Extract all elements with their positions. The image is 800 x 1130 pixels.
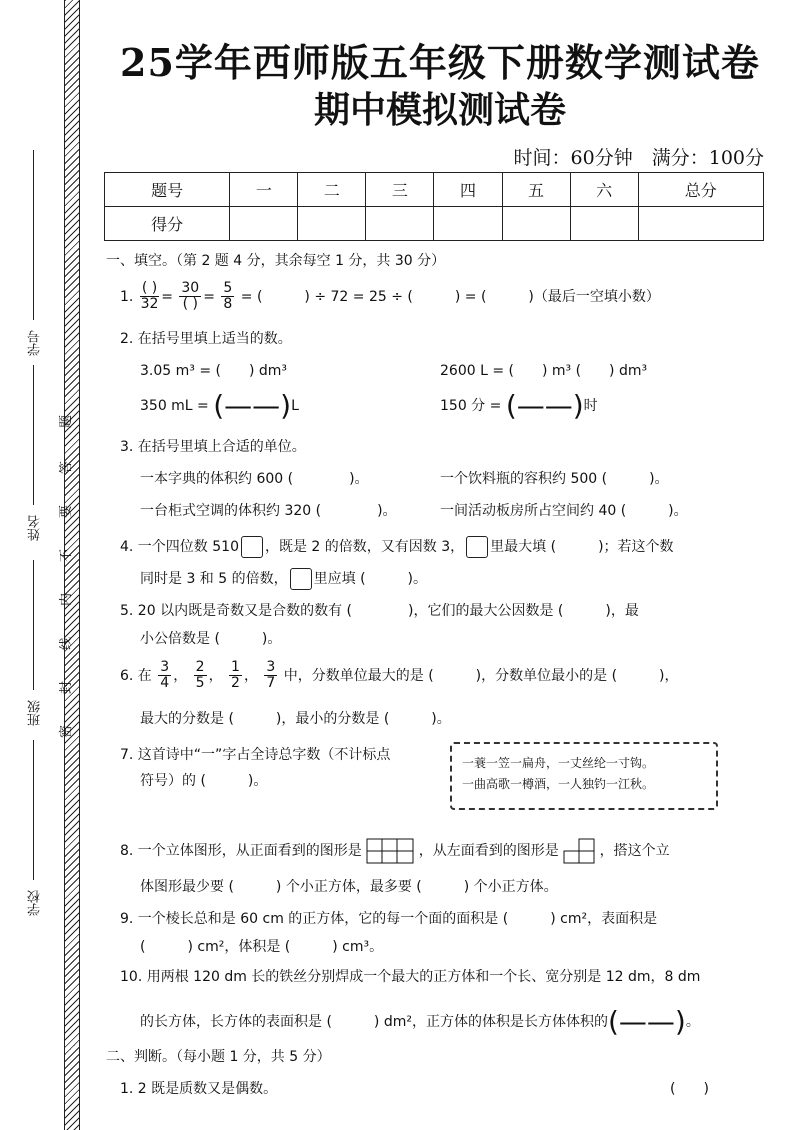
fraction-blank[interactable]: (——) <box>213 389 292 422</box>
q2-item-d-unit: 时 <box>583 398 598 414</box>
question-10: 10. 用两根 120 dm 长的铁丝分别焊成一个最大的正方体和一个长、宽分别是 12 dm，8 dm <box>120 969 701 985</box>
q2-item-c-unit: L <box>291 398 299 414</box>
question-6-line2: 最大的分数是 ( )，最小的分数是 ( )。 <box>140 711 451 727</box>
score-table-header-row <box>105 173 764 207</box>
fraction-numerator: 3 <box>266 659 276 675</box>
fraction-numerator: 1 <box>231 659 240 675</box>
score-input-cell[interactable] <box>230 207 298 241</box>
front-view-figure <box>366 838 414 864</box>
section-2-heading: 二、判断。（每小题 1 分，共 5 分） <box>106 1049 331 1065</box>
fraction <box>229 660 242 692</box>
fraction-blank[interactable]: (——) <box>505 389 584 422</box>
q4-text: 里应填 ( )。 <box>313 571 427 587</box>
exam-subtitle: 期中模拟测试卷 <box>313 89 566 131</box>
seal-char: 密 <box>59 724 75 739</box>
q4-text: 同时是 3 和 5 的倍数， <box>140 571 288 587</box>
fraction-numerator: 30 <box>181 280 200 296</box>
q8-text: ，从左面看到的图形是 <box>418 843 559 859</box>
question-8-line2: 体图形最少要 ( ) 个小正方体，最多要 ( ) 个小正方体。 <box>140 879 558 895</box>
digit-box[interactable] <box>290 568 312 590</box>
class-line <box>33 560 34 690</box>
score-input-cell[interactable] <box>298 207 366 241</box>
question-7-line2: 符号）的 ( )。 <box>140 773 268 789</box>
q4-text: 4. 一个四位数 510 <box>120 539 239 555</box>
q6-text: 6. 在 <box>120 667 152 684</box>
q2-item-c-text: 350 mL = <box>140 398 214 414</box>
fraction-numerator: 5 <box>223 280 233 296</box>
q1-rest: = ( ) ÷ 72 = 25 ÷ ( ) = ( )（最后一空填小数） <box>240 288 660 305</box>
question-9: 9. 一个棱长总和是 60 cm 的正方体，它的每一个面的面积是 ( ) cm²，表面积是 <box>120 911 658 927</box>
name-line <box>33 365 34 505</box>
score-table <box>104 172 764 241</box>
student-id-label: 学号 <box>28 330 43 356</box>
fraction <box>140 281 159 313</box>
score-header-cell: 五 <box>502 173 570 207</box>
name-line <box>33 150 34 320</box>
time-score-info: 时间：60分钟 满分：100分 <box>513 147 764 169</box>
q3-item-c: 一台柜式空调的体积约 320 ( )。 <box>140 503 397 519</box>
question-4-line2 <box>140 568 427 590</box>
seal-char: 内 <box>59 592 75 607</box>
left-view-figure <box>563 838 595 864</box>
question-1: 1. $\frac{( )}{32}$ = $\frac{30}{( )}$ = $\frac{5}{8}$ = ( ) ÷ 72 = 25 ÷ ( ) = ( )（最后一空填小数） <box>120 280 660 313</box>
seal-char: 答 <box>59 460 75 475</box>
score-header-cell: 题号 <box>105 173 230 207</box>
seal-char: 要 <box>59 504 75 519</box>
q3-item-a: 一本字典的体积约 600 ( )。 <box>140 471 369 487</box>
fraction <box>264 660 277 692</box>
fraction-denominator: 2 <box>231 675 240 692</box>
fraction <box>158 660 171 692</box>
q6-text: 中，分数单位最大的是 ( )，分数单位最小的是 ( )， <box>283 667 679 684</box>
fraction <box>221 281 234 313</box>
fraction-blank[interactable]: (——) <box>607 1005 686 1038</box>
fraction-denominator: 4 <box>160 675 170 692</box>
question-2-stem: 2. 在括号里填上适当的数。 <box>120 331 292 347</box>
question-10-line2: 的长方体，长方体的表面积是 ( ) dm²，正方体的体积是长方体体积的(——)。 <box>140 1005 700 1038</box>
fraction-denominator: 5 <box>195 675 205 692</box>
q2-item-d <box>440 389 598 422</box>
score-header-cell: 一 <box>230 173 298 207</box>
binding-hatch <box>64 0 80 1130</box>
class-label: 班级 <box>28 700 43 726</box>
poem-box <box>450 742 718 810</box>
question-6: 6. 在 $\frac{3}{4}$ ， $\frac{2}{5}$ ， $\frac{1}{2}$ ， $\frac{3}{7}$ 中，分数单位最大的是 ( )，分数单位最小的是 ( )， <box>120 659 679 692</box>
section-1-heading: 一、填空。（第 2 题 4 分，其余每空 1 分，共 30 分） <box>106 253 446 269</box>
question-9-line2: ( ) cm²，体积是 ( ) cm³。 <box>140 939 384 955</box>
school-line <box>33 740 34 880</box>
q3-item-b: 一个饮料瓶的容积约 500 ( )。 <box>440 471 669 487</box>
score-input-cell[interactable] <box>638 207 763 241</box>
binding-margin <box>0 0 96 1130</box>
question-5: 5. 20 以内既是奇数又是合数的数有 ( )，它们的最大公因数是 ( )，最 <box>120 603 639 619</box>
score-header-cell: 二 <box>298 173 366 207</box>
question-4 <box>120 536 674 558</box>
question-7: 7. 这首诗中“一”字占全诗总字数（不计标点 <box>120 747 391 763</box>
fraction-numerator: 2 <box>195 659 205 675</box>
question-8 <box>120 838 670 864</box>
seal-char: 线 <box>59 636 75 651</box>
q1-number: 1. <box>120 288 134 305</box>
q2-item-c <box>140 389 299 422</box>
q3-item-d: 一间活动板房所占空间约 40 ( )。 <box>440 503 688 519</box>
fraction-denominator: 8 <box>223 296 233 313</box>
fraction-numerator: ( ) <box>141 280 158 296</box>
q8-text: ，搭这个立 <box>599 843 670 859</box>
exam-title: 25学年西师版五年级下册数学测试卷 <box>120 40 760 85</box>
score-header-cell: 六 <box>570 173 638 207</box>
digit-box[interactable] <box>466 536 488 558</box>
score-header-cell: 总分 <box>638 173 763 207</box>
score-header-cell: 四 <box>434 173 502 207</box>
fraction-numerator: 3 <box>160 659 170 675</box>
score-input-cell[interactable] <box>502 207 570 241</box>
fraction-denominator: ( ) <box>182 296 198 313</box>
seal-char: 题 <box>59 414 75 429</box>
score-input-cell[interactable] <box>570 207 638 241</box>
poem-line: 一蓑一笠一扁舟，一丈丝纶一寸钩。 <box>462 756 655 770</box>
seal-char: 封 <box>59 680 75 695</box>
judge-answer-paren[interactable]: ( ) <box>670 1081 709 1097</box>
q4-text: 里最大填 ( )；若这个数 <box>490 539 674 555</box>
question-5-line2: 小公倍数是 ( )。 <box>140 631 282 647</box>
fraction <box>179 281 201 313</box>
score-row-label: 得分 <box>105 207 230 241</box>
q10-text: 的长方体，长方体的表面积是 ( ) dm²，正方体的体积是长方体体积的 <box>140 1014 608 1030</box>
score-table-score-row <box>105 207 764 241</box>
score-input-cell[interactable] <box>366 207 434 241</box>
school-label: 学校 <box>28 890 43 916</box>
question-3-stem: 3. 在括号里填上合适的单位。 <box>120 439 306 455</box>
seal-char: 不 <box>59 548 75 563</box>
q4-text: ，既是 2 的倍数，又有因数 3， <box>264 539 465 555</box>
judge-question-1: 1. 2 既是质数又是偶数。 <box>120 1081 278 1097</box>
score-input-cell[interactable] <box>434 207 502 241</box>
poem-line: 一曲高歌一樽酒，一人独钓一江秋。 <box>462 777 655 791</box>
fraction-denominator: 7 <box>266 675 276 692</box>
score-header-cell: 三 <box>366 173 434 207</box>
digit-box[interactable] <box>241 536 263 558</box>
q2-item-a: 3.05 m³ = ( ) dm³ <box>140 363 288 379</box>
fraction-denominator: 32 <box>140 296 159 313</box>
q2-item-d-text: 150 分 = <box>440 398 506 414</box>
fraction <box>194 660 207 692</box>
q2-item-b: 2600 L = ( ) m³ ( ) dm³ <box>440 363 648 379</box>
student-name-label: 姓名 <box>28 515 43 541</box>
q8-text: 8. 一个立体图形，从正面看到的图形是 <box>120 843 362 859</box>
